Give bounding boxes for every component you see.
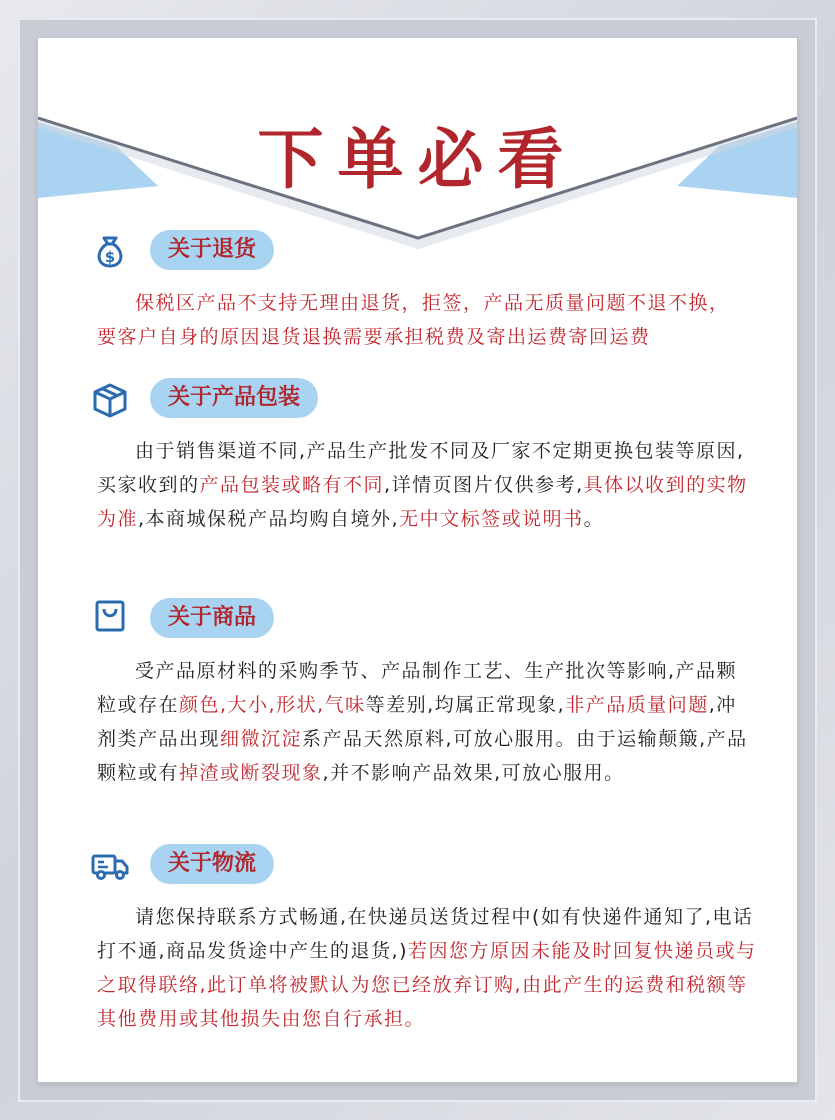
returns-text-line-1: 保税区产品不支持无理由退货，拒签，产品无质量问题不退不换， xyxy=(135,292,730,314)
logistics-highlight: 若因您方原因未能及时回复快递员或与之取得联络,此订单将被默认为您已经放弃订购,由此产生的运费和税额等其他费用或其他损失由您自行承担。 xyxy=(97,940,757,1030)
product-heading: 关于商品 xyxy=(150,598,274,638)
svg-text:$: $ xyxy=(104,248,116,266)
package-box-icon xyxy=(90,380,130,420)
packaging-text: 。 xyxy=(583,508,605,530)
delivery-truck-icon xyxy=(90,846,130,886)
packaging-highlight-2: 具体以收到的实物为准 xyxy=(97,474,748,530)
money-bag-icon xyxy=(90,232,130,272)
page-title: 下单必看 xyxy=(257,121,578,198)
logistics-heading: 关于物流 xyxy=(150,844,274,884)
product-highlight-2: 非产品质量问题 xyxy=(565,694,709,716)
packaging-text: 由于销售渠道不同,产品生产批发不同及厂家不定期更换包装等原因,买家收到的 xyxy=(97,440,745,496)
returns-text-line-2: 要客户自身的原因退货退换需要承担税费及寄出运费寄回运费 xyxy=(97,326,651,348)
product-text: ,冲剂类产品出现 xyxy=(97,694,737,750)
notice-card xyxy=(38,38,797,1082)
packaging-highlight-1: 产品包装或略有不同 xyxy=(199,474,385,496)
product-text: ,并不影响产品效果,可放心服用。 xyxy=(322,762,625,784)
packaging-heading: 关于产品包装 xyxy=(150,378,318,418)
logistics-text: 请您保持联系方式畅通,在快递员送货过程中(如有快递件通知了,电话打不通,商品发货途中产生的退货,) xyxy=(97,906,754,962)
returns-heading: 关于退货 xyxy=(150,230,274,270)
packaging-text: ,本商城保税产品均购自境外, xyxy=(138,508,400,530)
product-text: 受产品原材料的采购季节、产品制作工艺、生产批次等影响,产品颗粒或存在 xyxy=(97,660,738,716)
shopping-bag-icon xyxy=(90,596,130,636)
product-highlight-3: 细微沉淀 xyxy=(220,728,303,750)
product-highlight-4: 掉渣或断裂现象 xyxy=(179,762,323,784)
packaging-paragraph xyxy=(97,434,757,536)
product-text: 系产品天然原料,可放心服用。由于运输颠簸,产品颗粒或有 xyxy=(97,728,748,784)
packaging-text: ,详情页图片仅供参考, xyxy=(384,474,584,496)
product-highlight-1: 颜色,大小,形状,气味 xyxy=(179,694,366,716)
product-text: 等差别,均属正常现象, xyxy=(365,694,566,716)
packaging-highlight-3: 无中文标签或说明书 xyxy=(399,508,584,530)
returns-paragraph xyxy=(97,286,757,354)
product-paragraph xyxy=(97,654,757,790)
logistics-paragraph xyxy=(97,900,757,1036)
